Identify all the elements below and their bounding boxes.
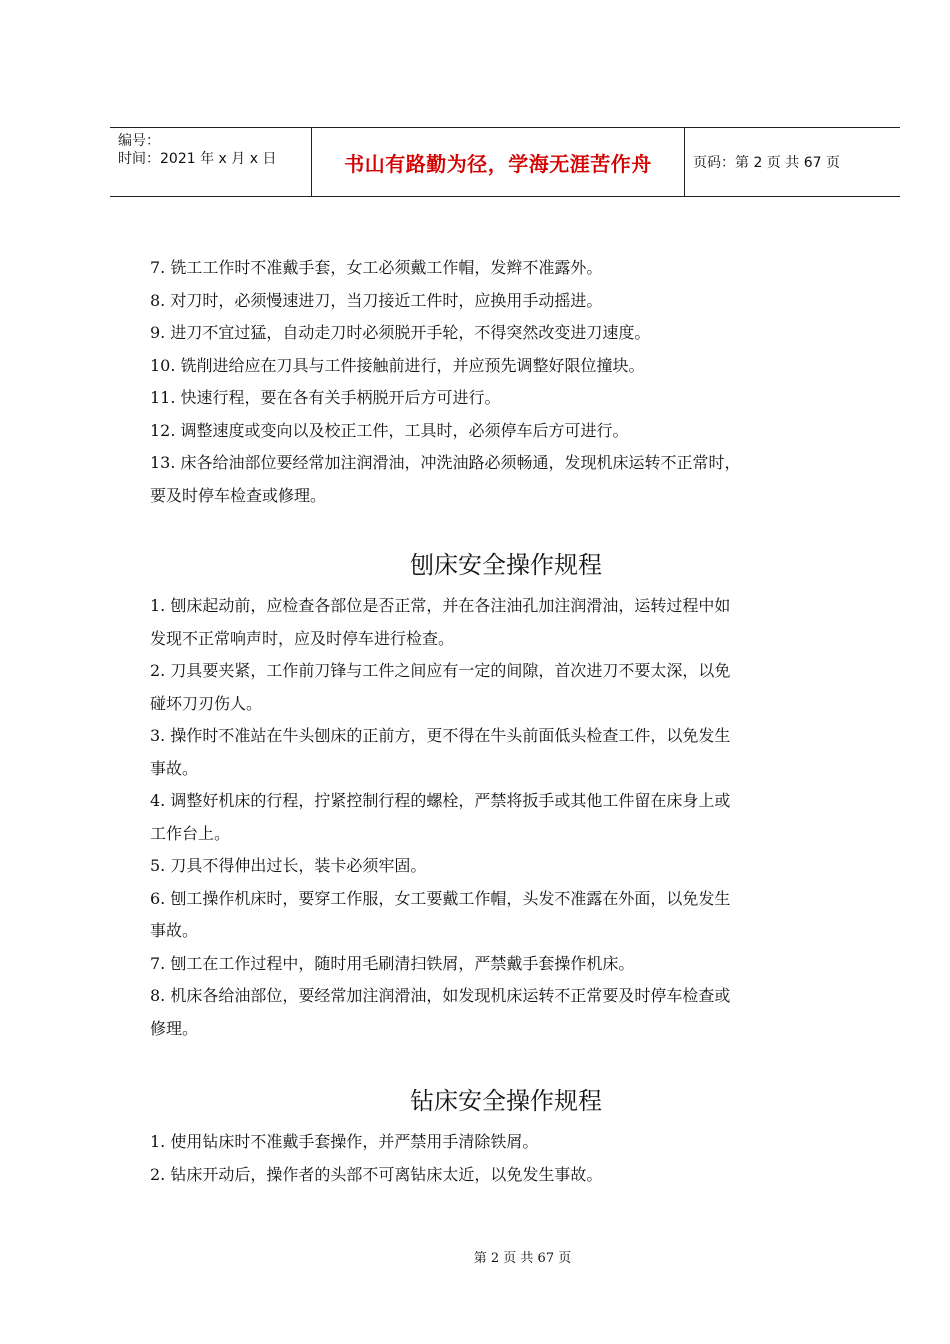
header-page-info: 页码：第 2 页 共 67 页 <box>693 155 840 171</box>
rule-item: 2. 钻床开动后，操作者的头部不可离钻床太近，以免发生事故。 <box>150 1164 603 1184</box>
rule-item: 8. 对刀时，必须慢速进刀，当刀接近工件时，应换用手动摇进。 <box>150 290 603 310</box>
rule-item: 修理。 <box>150 1018 199 1038</box>
planer-section-title: 刨床安全操作规程 <box>410 551 602 579</box>
page-footer <box>0 1247 950 1266</box>
rule-item: 工作台上。 <box>150 823 231 843</box>
rule-item: 1. 刨床起动前，应检查各部位是否正常，并在各注油孔加注润滑油，运转过程中如 <box>150 596 731 615</box>
rule-item: 4. 调整好机床的行程，拧紧控制行程的螺栓，严禁将扳手或其他工件留在床身上或 <box>150 791 731 810</box>
header-meta-cell <box>110 128 312 196</box>
rule-item: 1. 使用钻床时不准戴手套操作，并严禁用手清除铁屑。 <box>150 1132 539 1151</box>
page-header <box>110 127 900 197</box>
rule-item: 事故。 <box>150 758 199 778</box>
rule-item: 8. 机床各给油部位，要经常加注润滑油，如发现机床运转不正常要及时停车检查或 <box>150 986 731 1005</box>
rule-item: 12. 调整速度或变向以及校正工件，工具时，必须停车后方可进行。 <box>150 420 629 440</box>
rule-item: 发现不正常响声时，应及时停车进行检查。 <box>150 628 455 648</box>
rule-item: 13. 床各给油部位要经常加注润滑油，冲洗油路必须畅通，发现机床运转不正常时， <box>150 453 741 472</box>
rule-item: 3. 操作时不准站在牛头刨床的正前方，更不得在牛头前面低头检查工件，以免发生 <box>150 726 731 745</box>
footer-page-number: 第 2 页 共 67 页 <box>473 1251 572 1266</box>
rule-item: 6. 刨工操作机床时，要穿工作服，女工要戴工作帽，头发不准露在外面，以免发生 <box>150 888 731 908</box>
rule-item: 9. 进刀不宜过猛，自动走刀时必须脱开手轮，不得突然改变进刀速度。 <box>150 323 651 342</box>
milling-rules-continued <box>150 252 862 512</box>
motto-text: 书山有路勤为径，学海无涯苦作舟 <box>344 151 652 176</box>
serial-number-label: 编号： <box>118 133 160 149</box>
rule-item: 碰坏刀刃伤人。 <box>150 693 263 713</box>
drill-section-title: 钻床安全操作规程 <box>410 1087 602 1115</box>
rule-item: 10. 铣削进给应在刀具与工件接触前进行，并应预先调整好限位撞块。 <box>150 355 645 375</box>
planer-rules <box>150 590 862 1045</box>
header-motto-cell <box>312 128 685 196</box>
rule-item: 要及时停车检查或修理。 <box>150 485 327 505</box>
drill-rules <box>150 1126 862 1191</box>
rule-item: 11. 快速行程，要在各有关手柄脱开后方可进行。 <box>150 388 501 407</box>
rule-item: 7. 刨工在工作过程中，随时用毛刷清扫铁屑，严禁戴手套操作机床。 <box>150 953 635 973</box>
rule-item: 5. 刀具不得伸出过长，装卡必须牢固。 <box>150 856 427 875</box>
rule-item: 事故。 <box>150 921 199 940</box>
rule-item: 7. 铣工工作时不准戴手套，女工必须戴工作帽，发辫不准露外。 <box>150 258 603 277</box>
rule-item: 2. 刀具要夹紧，工作前刀锋与工件之间应有一定的间隙，首次进刀不要太深，以免 <box>150 661 731 680</box>
header-page-cell <box>685 128 900 196</box>
date-label: 时间：2021 年 x 月 x 日 <box>118 151 277 167</box>
